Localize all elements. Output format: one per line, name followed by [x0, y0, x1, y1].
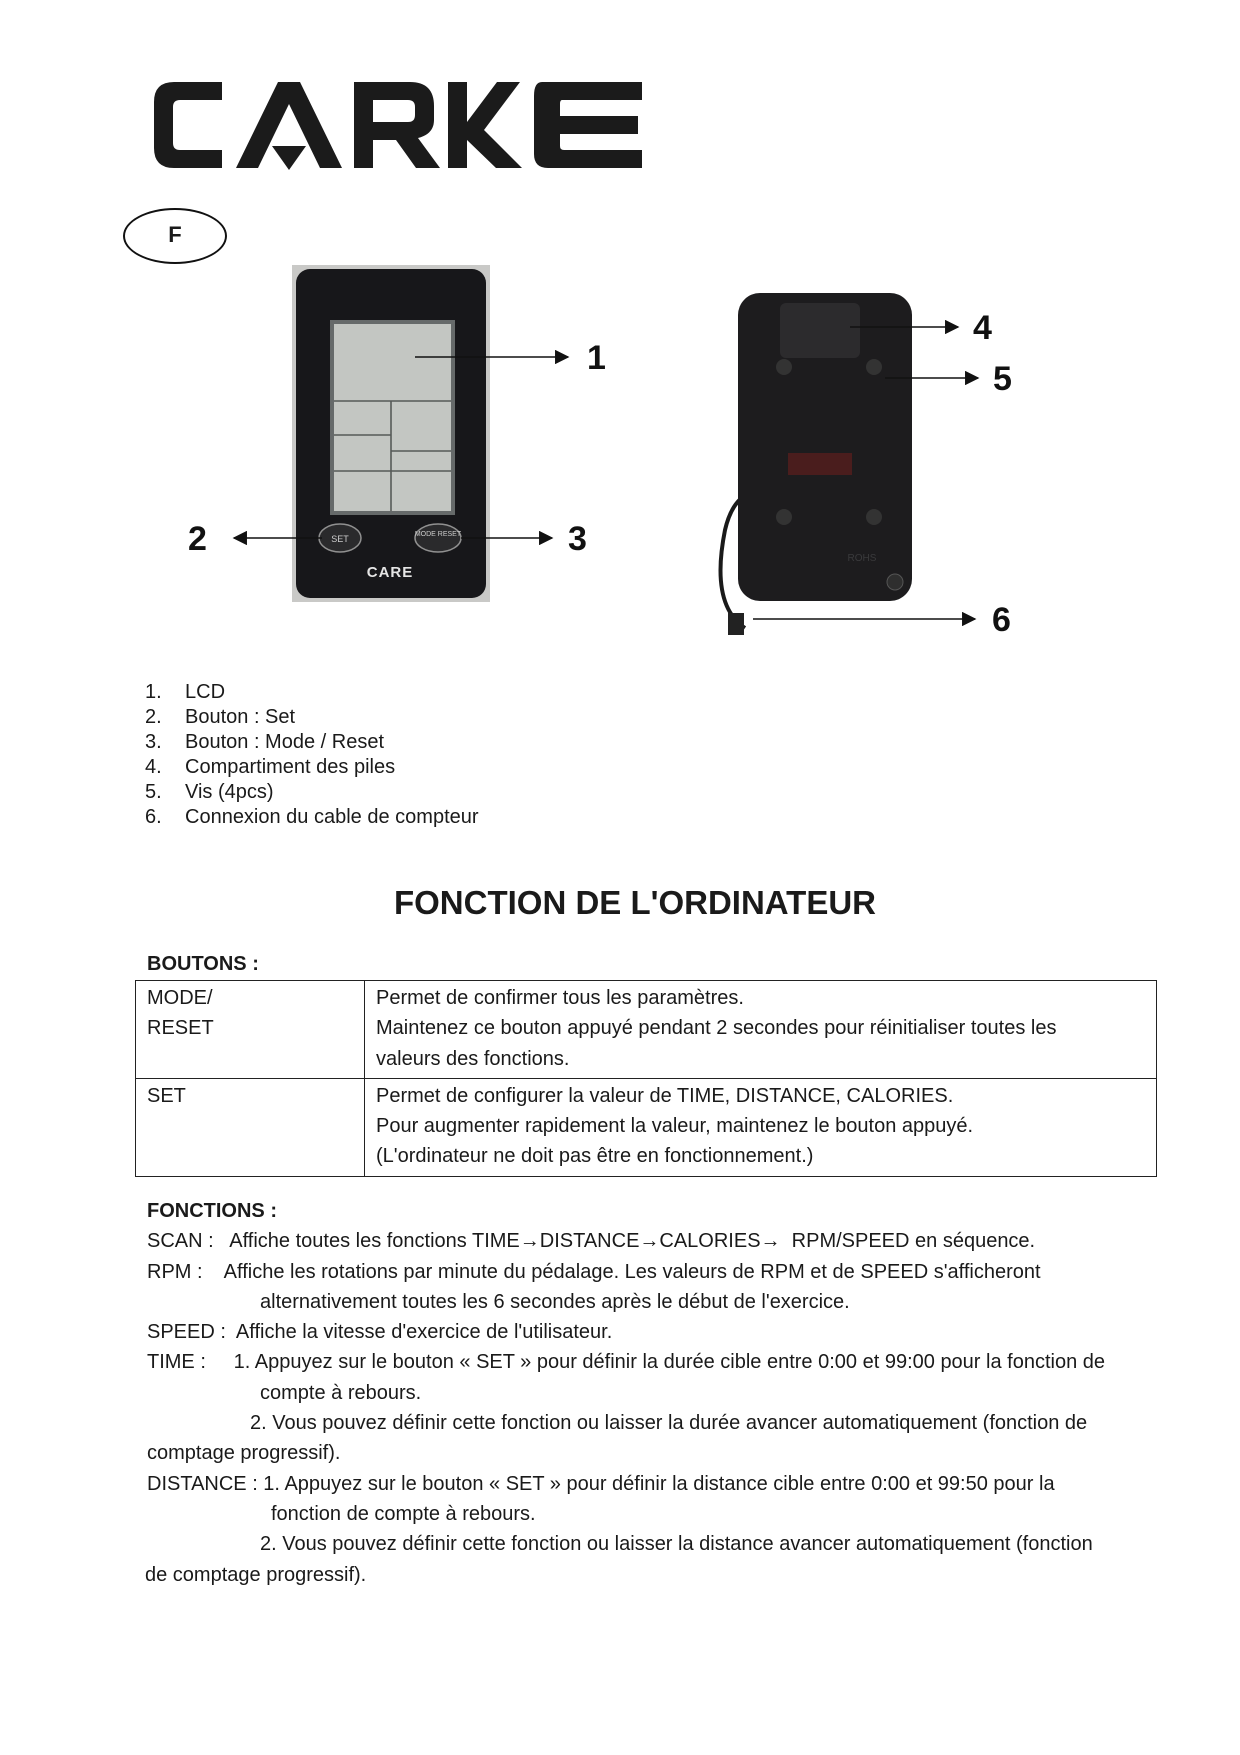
parts-list-item — [145, 705, 479, 730]
function-line: 2. Vous pouvez définir cette fonction ou laisser la durée avancer automatiquement (fonction de — [250, 1412, 1088, 1435]
callout-5: 5 — [993, 360, 1012, 398]
table-desc-cell — [365, 981, 1157, 1079]
parts-list-item — [145, 805, 479, 830]
callout-2: 2 — [188, 520, 207, 558]
function-line: 2. Vous pouvez définir cette fonction ou laisser la distance avancer automatiquement (fonction — [260, 1533, 1093, 1556]
function-line: TIME : 1. Appuyez sur le bouton « SET » pour définir la durée cible entre 0:00 et 99:00 pour la fonction de — [147, 1351, 1105, 1374]
parts-item-number: 2. — [145, 706, 162, 728]
section-title: FONCTION DE L'ORDINATEUR — [393, 884, 877, 921]
function-line: RPM : Affiche les rotations par minute du pédalage. Les valeurs de RPM et de SPEED s'afficheront — [147, 1260, 1041, 1283]
function-line: comptage progressif). — [147, 1442, 341, 1465]
parts-item-label: Vis (4pcs) — [185, 781, 274, 803]
mode-reset-button-photo — [415, 524, 461, 552]
parts-item-label: Bouton : Mode / Reset — [185, 731, 385, 753]
function-line: alternativement toutes les 6 secondes après le début de l'exercice. — [260, 1290, 850, 1313]
button-description: Permet de confirmer tous les paramètres. — [376, 987, 744, 1009]
callout-1: 1 — [587, 339, 606, 377]
button-description: valeurs des fonctions. — [376, 1047, 570, 1070]
parts-list — [145, 680, 479, 830]
mode-reset-button-photo-label: MODE RESET — [414, 531, 462, 538]
button-description: Permet de configurer la valeur de TIME, DISTANCE, CALORIES. — [376, 1084, 954, 1107]
table-key-cell — [136, 1078, 365, 1176]
function-line: fonction de compte à rebours. — [271, 1502, 536, 1525]
table-key-cell — [136, 981, 365, 1079]
parts-item-label: Connexion du cable de compteur — [185, 806, 479, 828]
button-description: (L'ordinateur ne doit pas être en fonctionnement.) — [376, 1145, 814, 1168]
functions-section — [147, 1196, 1147, 1590]
parts-list-item — [145, 780, 479, 805]
button-description: Pour augmenter rapidement la valeur, maintenez le bouton appuyé. — [376, 1115, 974, 1138]
care-logo-art — [154, 82, 642, 170]
front-device-brand: CARE — [366, 564, 414, 581]
buttons-heading: BOUTONS : — [147, 953, 259, 975]
callout-4: 4 — [973, 309, 992, 347]
callout-6: 6 — [992, 601, 1011, 639]
parts-item-label: LCD — [185, 681, 226, 703]
function-line: SPEED : Affiche la vitesse d'exercice de l'utilisateur. — [147, 1321, 613, 1344]
parts-item-number: 3. — [145, 731, 162, 753]
front-device-photo — [292, 265, 490, 602]
table-row — [136, 981, 1157, 1079]
back-device-label: ROHS — [847, 553, 877, 564]
parts-item-number: 6. — [145, 806, 162, 828]
parts-item-label: Bouton : Set — [185, 706, 296, 728]
parts-item-label: Compartiment des piles — [185, 756, 396, 778]
language-badge: F — [123, 208, 227, 264]
button-description: Maintenez ce bouton appuyé pendant 2 secondes pour réinitialiser toutes les — [376, 1017, 1057, 1040]
parts-item-number: 4. — [145, 756, 162, 778]
functions-heading: FONCTIONS : — [147, 1200, 277, 1222]
function-line: compte à rebours. — [260, 1381, 422, 1404]
parts-list-item — [145, 755, 479, 780]
button-name: RESET — [147, 1017, 214, 1040]
parts-list-item — [145, 730, 479, 755]
table-desc-cell — [365, 1078, 1157, 1176]
device-diagram — [150, 255, 1050, 655]
function-line: DISTANCE : 1. Appuyez sur le bouton « SET » pour définir la distance cible entre 0:00 et 99:50 pour la — [147, 1472, 1055, 1495]
back-device-photo — [721, 293, 913, 635]
parts-item-number: 1. — [145, 681, 162, 703]
table-row — [136, 1078, 1157, 1176]
function-line: SCAN : Affiche toutes les fonctions TIME→DISTANCE→CALORIES→ RPM/SPEED en séquence. — [147, 1230, 1036, 1253]
button-name: MODE/ — [147, 987, 213, 1009]
button-name: SET — [147, 1084, 186, 1107]
set-button-photo-label: SET — [331, 534, 349, 544]
parts-item-number: 5. — [145, 781, 162, 803]
care-logo — [150, 70, 650, 180]
callout-3: 3 — [568, 520, 587, 558]
function-line: de comptage progressif). — [145, 1563, 367, 1586]
buttons-table — [135, 980, 1157, 1177]
parts-list-item — [145, 680, 479, 705]
